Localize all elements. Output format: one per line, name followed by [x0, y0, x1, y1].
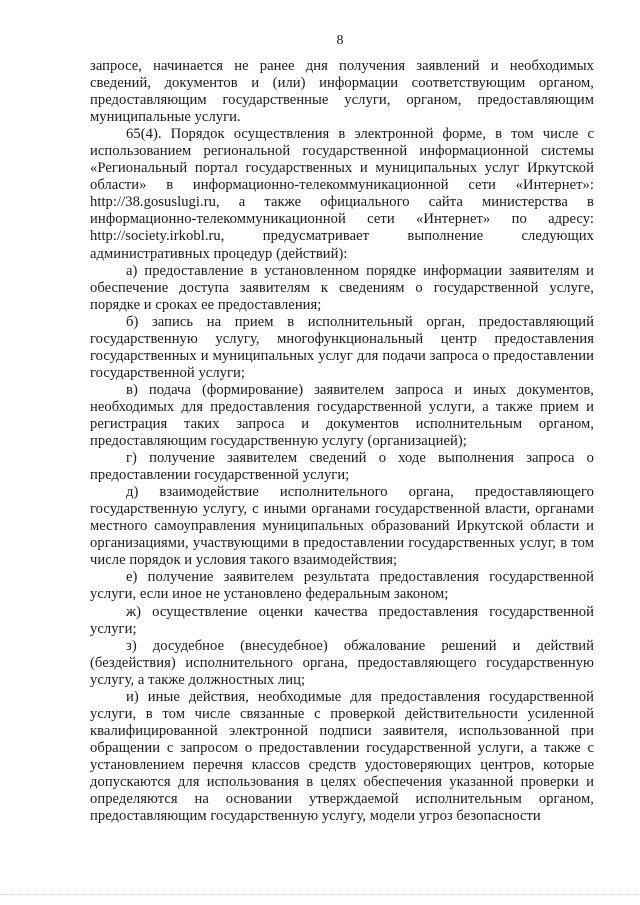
- scan-edge-line: [0, 894, 640, 895]
- paragraph-item-a: а) предоставление в установленном порядке информации заявителям и обеспечение доступа заявителям к сведениям о государственной услуге, порядке и сроках ее предоставления;: [90, 262, 594, 313]
- paragraph-item-zh: ж) осуществление оценки качества предоставления государственной услуги;: [90, 603, 594, 637]
- paragraph-item-b: б) запись на прием в исполнительный орган, предоставляющий государственную услугу, многофункциональный центр предоставления государственных и муниципальных услуг для подачи запроса о предоставлении государственной услуги;: [90, 313, 594, 381]
- paragraph-item-g: г) получение заявителем сведений о ходе выполнения запроса о предоставлении государственной услуги;: [90, 450, 594, 484]
- paragraph-65-4: 65(4). Порядок осуществления в электронной форме, в том числе с использованием региональной государственной информационной системы «Региональный портал государственных и муниципальных услуг Иркутской области» в информационно-телекоммуникационной сети «Интернет»: http://38.gosuslugi.ru, а также официального сайта министерства в информационно-телекоммуникационной сети «Интернет» по адресу: http://society.irkobl.ru, предусматривает выполнение следующих административных процедур (действий):: [90, 126, 594, 262]
- paragraph-item-z: з) досудебное (внесудебное) обжалование решений и действий (бездействия) исполнительного органа, предоставляющего государственную услугу, а также должностных лиц;: [90, 637, 594, 688]
- paragraph-item-d: д) взаимодействие исполнительного органа, предоставляющего государственную услугу, с иными органами государственной власти, органами местного самоуправления муниципальных образований Иркутской области и организациями, участвующими в предоставлении государственных услуг, в том числе порядок и условия такого взаимодействия;: [90, 484, 594, 569]
- document-body: [90, 58, 594, 825]
- page-number: 8: [336, 33, 344, 48]
- paragraph-continuation: запросе, начинается не ранее дня получения заявлений и необходимых сведений, документов и (или) информации соответствующим органом, предоставляющим государственные услуги, органом, предоставляющим муниципальные услуги.: [90, 58, 594, 126]
- paragraph-item-v: в) подача (формирование) заявителем запроса и иных документов, необходимых для предоставления государственной услуги, а также прием и регистрация таких запроса и документов исполнительным органом, предоставляющим государственную услугу (организацией);: [90, 381, 594, 450]
- paragraph-item-e: е) получение заявителем результата предоставления государственной услуги, если иное не установлено федеральным законом;: [90, 569, 594, 603]
- paragraph-item-i: и) иные действия, необходимые для предоставления государственной услуги, в том числе связанные с проверкой действительности усиленной квалифицированной электронной подписи заявителя, использованной при обращении с запросом о предоставлении государственной услуги, а также с установлением перечня классов средств удостоверяющих центров, которые допускаются для использования в целях обеспечения указанной проверки и определяются на основании утверждаемой исполнительным органом, предоставляющим государственную услугу, модели угроз безопасности: [90, 688, 594, 825]
